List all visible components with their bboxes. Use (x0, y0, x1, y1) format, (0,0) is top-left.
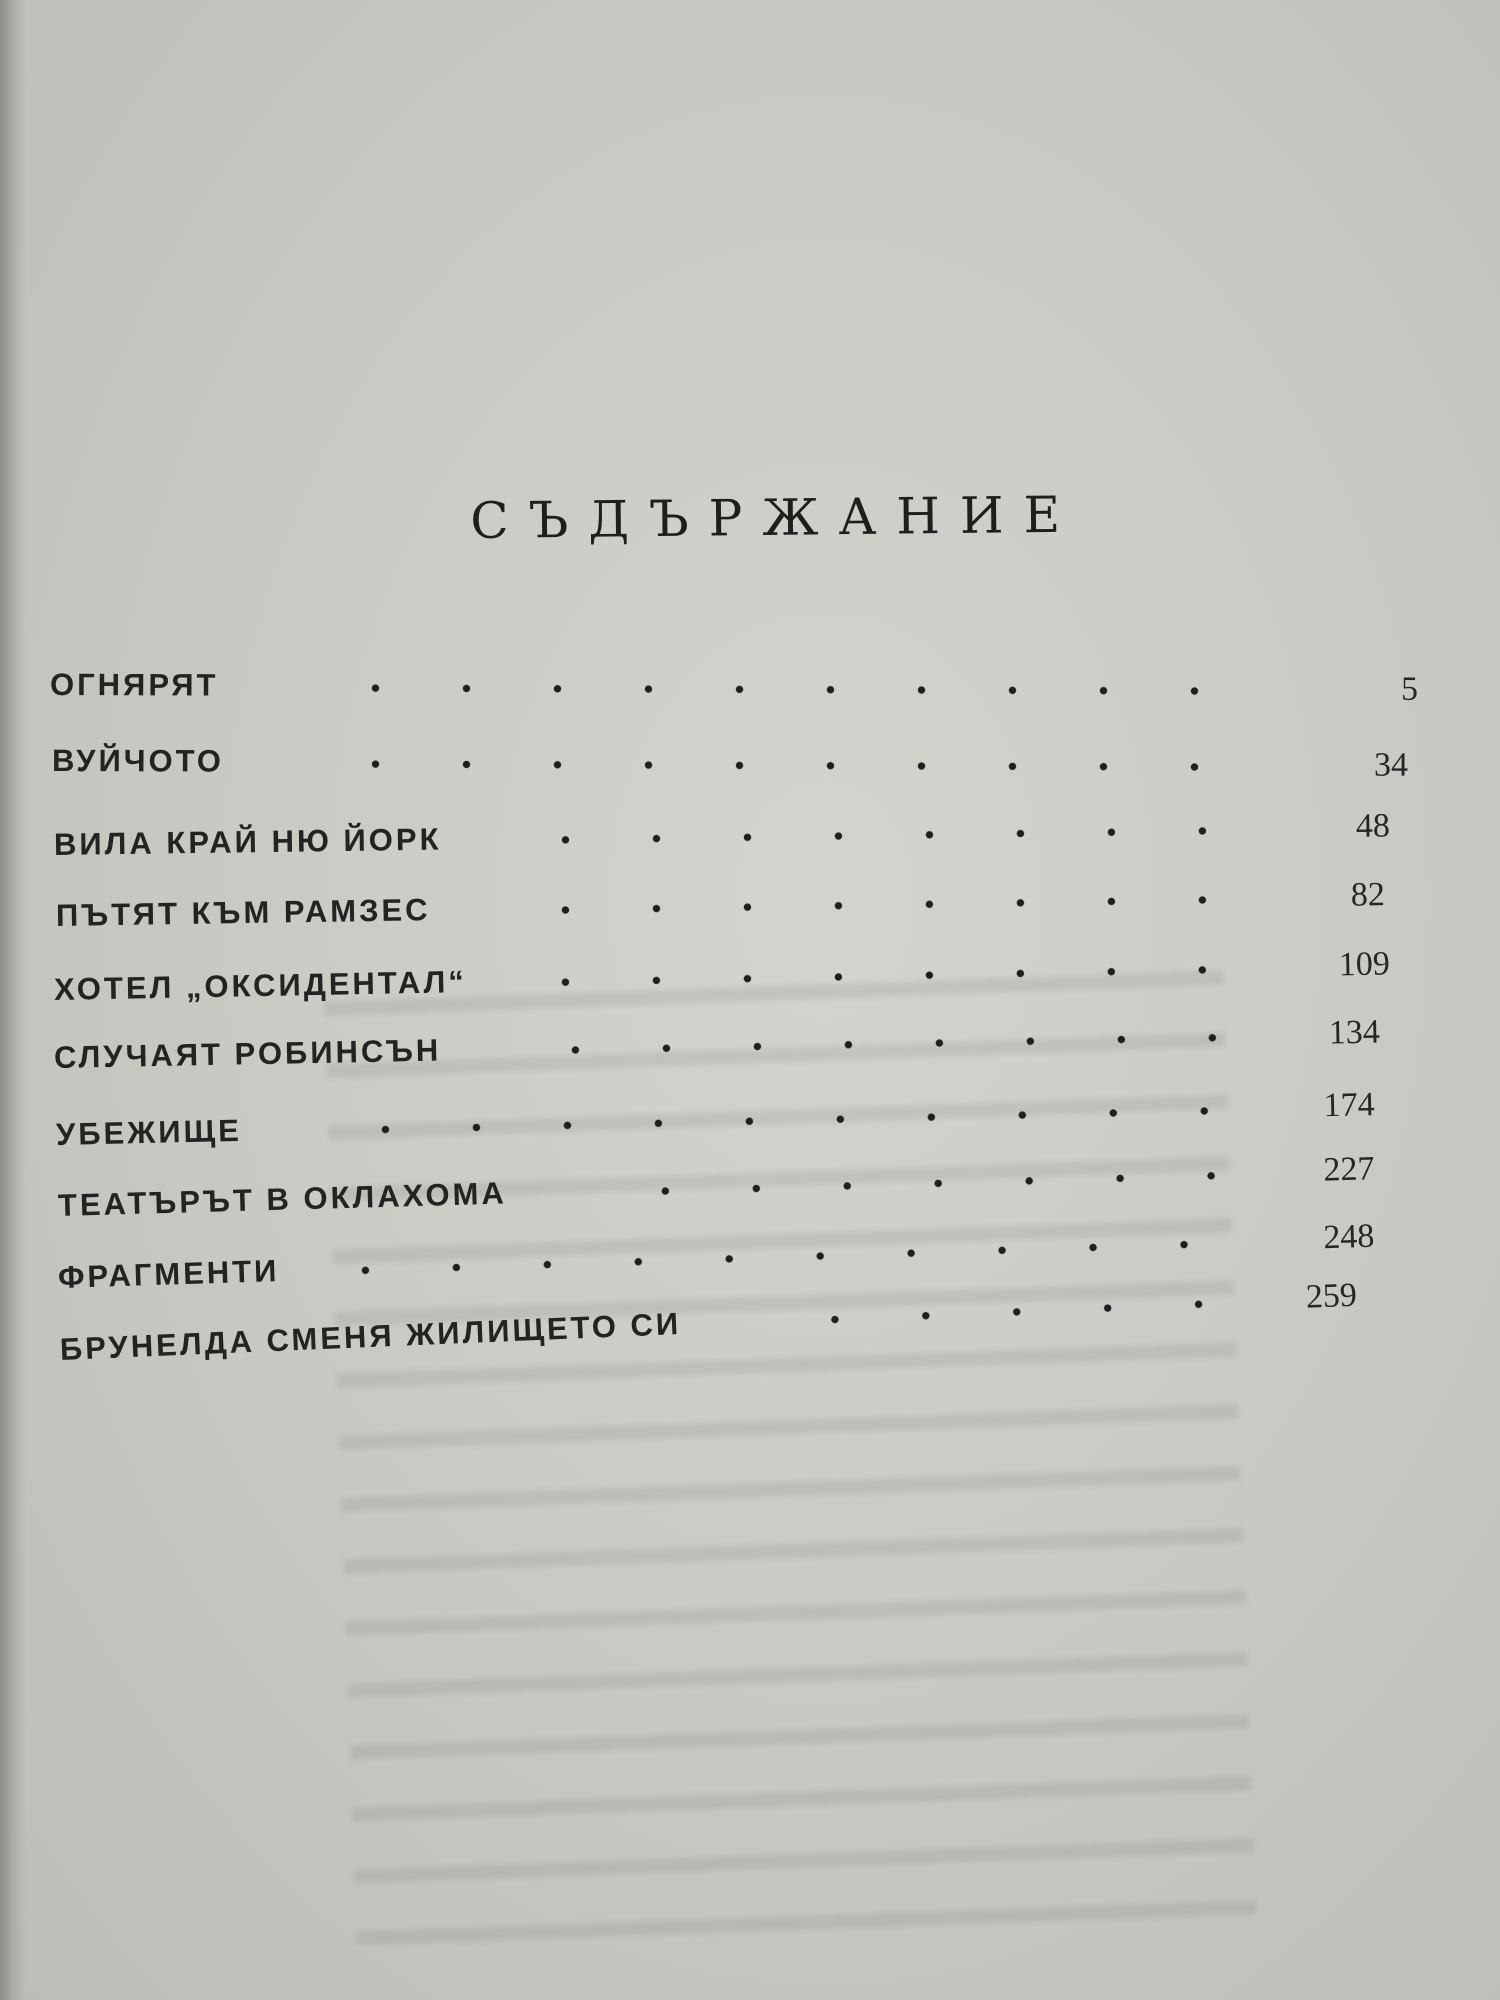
toc-entry[interactable] (54, 941, 1401, 1013)
dot-leader (320, 1238, 1240, 1277)
dot-leader (330, 759, 1275, 772)
toc-entry[interactable] (54, 803, 1401, 868)
toc-entry-page-number: 174 (1323, 1086, 1376, 1125)
toc-entry[interactable] (55, 1082, 1385, 1158)
toc-entry-title: ФРАГМЕНТИ (57, 1253, 280, 1295)
contents-heading: СЪДЪРЖАНИЕ (470, 485, 1081, 550)
dot-leader (530, 1032, 1245, 1056)
toc-entry[interactable] (54, 1009, 1391, 1081)
dot-leader (520, 964, 1255, 988)
dot-leader (620, 1170, 1240, 1197)
dot-leader (340, 1105, 1245, 1136)
toc-entry-page-number: 48 (1355, 807, 1391, 845)
toc-entry-page-number: 227 (1322, 1150, 1375, 1189)
toc-entry-title: УБЕЖИЩЕ (55, 1112, 243, 1152)
toc-entry-title: ТЕАТЪРЪТ В ОКЛАХОМА (57, 1175, 508, 1223)
toc-entry-page-number: 82 (1350, 876, 1386, 914)
toc-entry-page-number: 259 (1305, 1276, 1358, 1316)
toc-entry-page-number: 134 (1328, 1013, 1381, 1052)
toc-entry-page-number: 248 (1322, 1217, 1375, 1257)
toc-entry[interactable] (52, 738, 1418, 789)
toc-entry[interactable] (57, 1146, 1385, 1229)
toc-entry-page-number: 34 (1373, 746, 1409, 784)
dot-leader (520, 825, 1260, 845)
toc-entry-page-number: 109 (1338, 945, 1391, 984)
toc-entry-page-number: 5 (1400, 670, 1419, 708)
toc-entry[interactable] (50, 662, 1428, 713)
toc-entry-title: ОГНЯРЯТ (49, 667, 219, 703)
dot-leader (789, 1298, 1229, 1326)
dot-leader (330, 683, 1275, 696)
toc-entry[interactable] (56, 872, 1396, 939)
dot-leader (520, 894, 1250, 915)
toc-entry-title: ХОТЕЛ „ОКСИДЕНТАЛ“ (53, 964, 468, 1007)
toc-entry-title: СЛУЧАЯТ РОБИНСЪН (53, 1032, 442, 1075)
toc-entry-title: ВИЛА КРАЙ НЮ ЙОРК (53, 821, 442, 862)
toc-entry-title: БРУНЕЛДА СМЕНЯ ЖИЛИЩЕТО СИ (59, 1305, 682, 1367)
toc-entry-title: ВУЙЧОТО (51, 743, 225, 779)
toc-entry-title: ПЪТЯТ КЪМ РАМЗЕС (55, 892, 431, 933)
